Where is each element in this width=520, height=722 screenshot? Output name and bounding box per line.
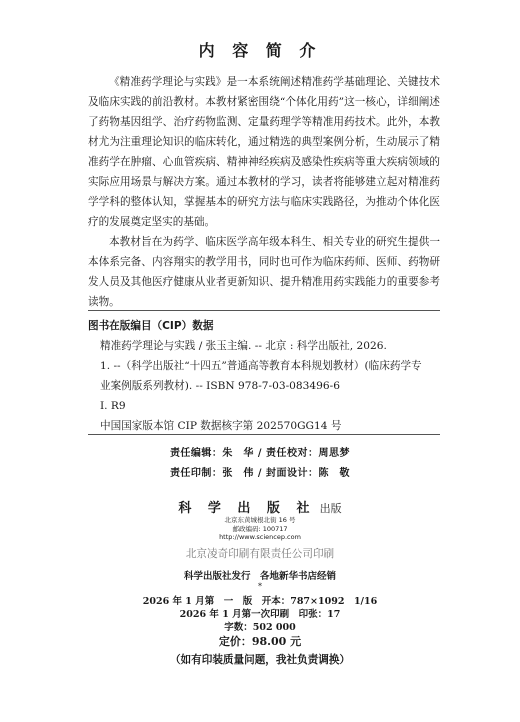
printer-line: 北京凌奇印刷有限责任公司印刷 [185,548,335,560]
distribution-line: 科学出版社发行 各地新华书店经销 [183,571,336,582]
cip-line-4: Ⅰ. R9 [100,400,126,412]
cip-line-3: 业案例版系列教材). -- ISBN 978-7-03-083496-6 [100,380,340,392]
edition-line-2: 2026 年 1 月第一次印刷 印张：17 [179,609,341,620]
content-summary [88,72,440,312]
quality-notice: （如有印装质量问题，我社负责调换） [169,654,351,666]
price: 定价：98.00 元 [218,635,302,648]
summary-paragraph-1: 《精准药学理论与实践》是一本系统阐述精准药学基础理论、关键技术及临床实践的前沿教材。本教材紧密围绕“个体化用药”这一核心，详细阐述了药物基因组学、治疗药物监测、定量药理学等精准用药技术。此外，本教材尤为注重理论知识的临床转化，通过精选的典型案例分析，生动展示了精准药学在肿瘤、心血管疾病、精神神经疾病及感染性疾病等重大疾病领域的实际应用场景与解决方案。通过本教材的学习，读者将能够建立起对精准药学学科的整体认知，掌握基本的研究方法与临床实践路径，为推动个体化医疗的发展奠定坚实的基础。 [88,76,440,228]
publisher-address: 北京东黄城根北街 16 号 [224,516,296,524]
summary-paragraph-2: 本教材旨在为药学、临床医学高年级本科生、相关专业的研究生提供一本体系完备、内容翔实的教学用书，同时也可作为临床药师、医师、药物研发人员及其他医疗健康从业者更新知识、提升精准用药实践能力的重要参考读物。 [88,236,440,308]
cip-block [88,316,440,436]
staff-line-1: 责任编辑：朱 华 / 责任校对：周思梦 [169,448,351,459]
publisher-postcode: 邮政编码: 100717 [232,525,288,533]
cip-line-1: 精准药学理论与实践 / 张玉主编. -- 北京 : 科学出版社, 2026. [100,340,387,352]
cip-line-2: 1. --（科学出版社“十四五”普通高等教育本科规划教材）(临床药学专 [100,360,422,372]
edition-line-3: 字数：502 000 [224,622,296,633]
staff-line-2: 责任印制：张 伟 / 封面设计：陈 敬 [169,468,351,479]
publisher-name [0,497,520,516]
star-separator: * [258,582,262,591]
divider-bottom [88,434,440,435]
cip-line-5: 中国国家版本馆 CIP 数据核字第 202570GG14 号 [100,420,342,432]
publisher-name-text: 科 学 出 版 社 [178,501,316,516]
publisher-website: http://www.sciencep.com [219,533,301,541]
divider-top [88,310,440,311]
edition-line-1: 2026 年 1 月第 一 版 开本：787×1092 1/16 [142,596,378,607]
cip-heading: 图书在版编目（CIP）数据 [88,320,214,332]
page-title: 内 容 简 介 [198,41,322,60]
publisher-suffix: 出版 [319,502,342,515]
